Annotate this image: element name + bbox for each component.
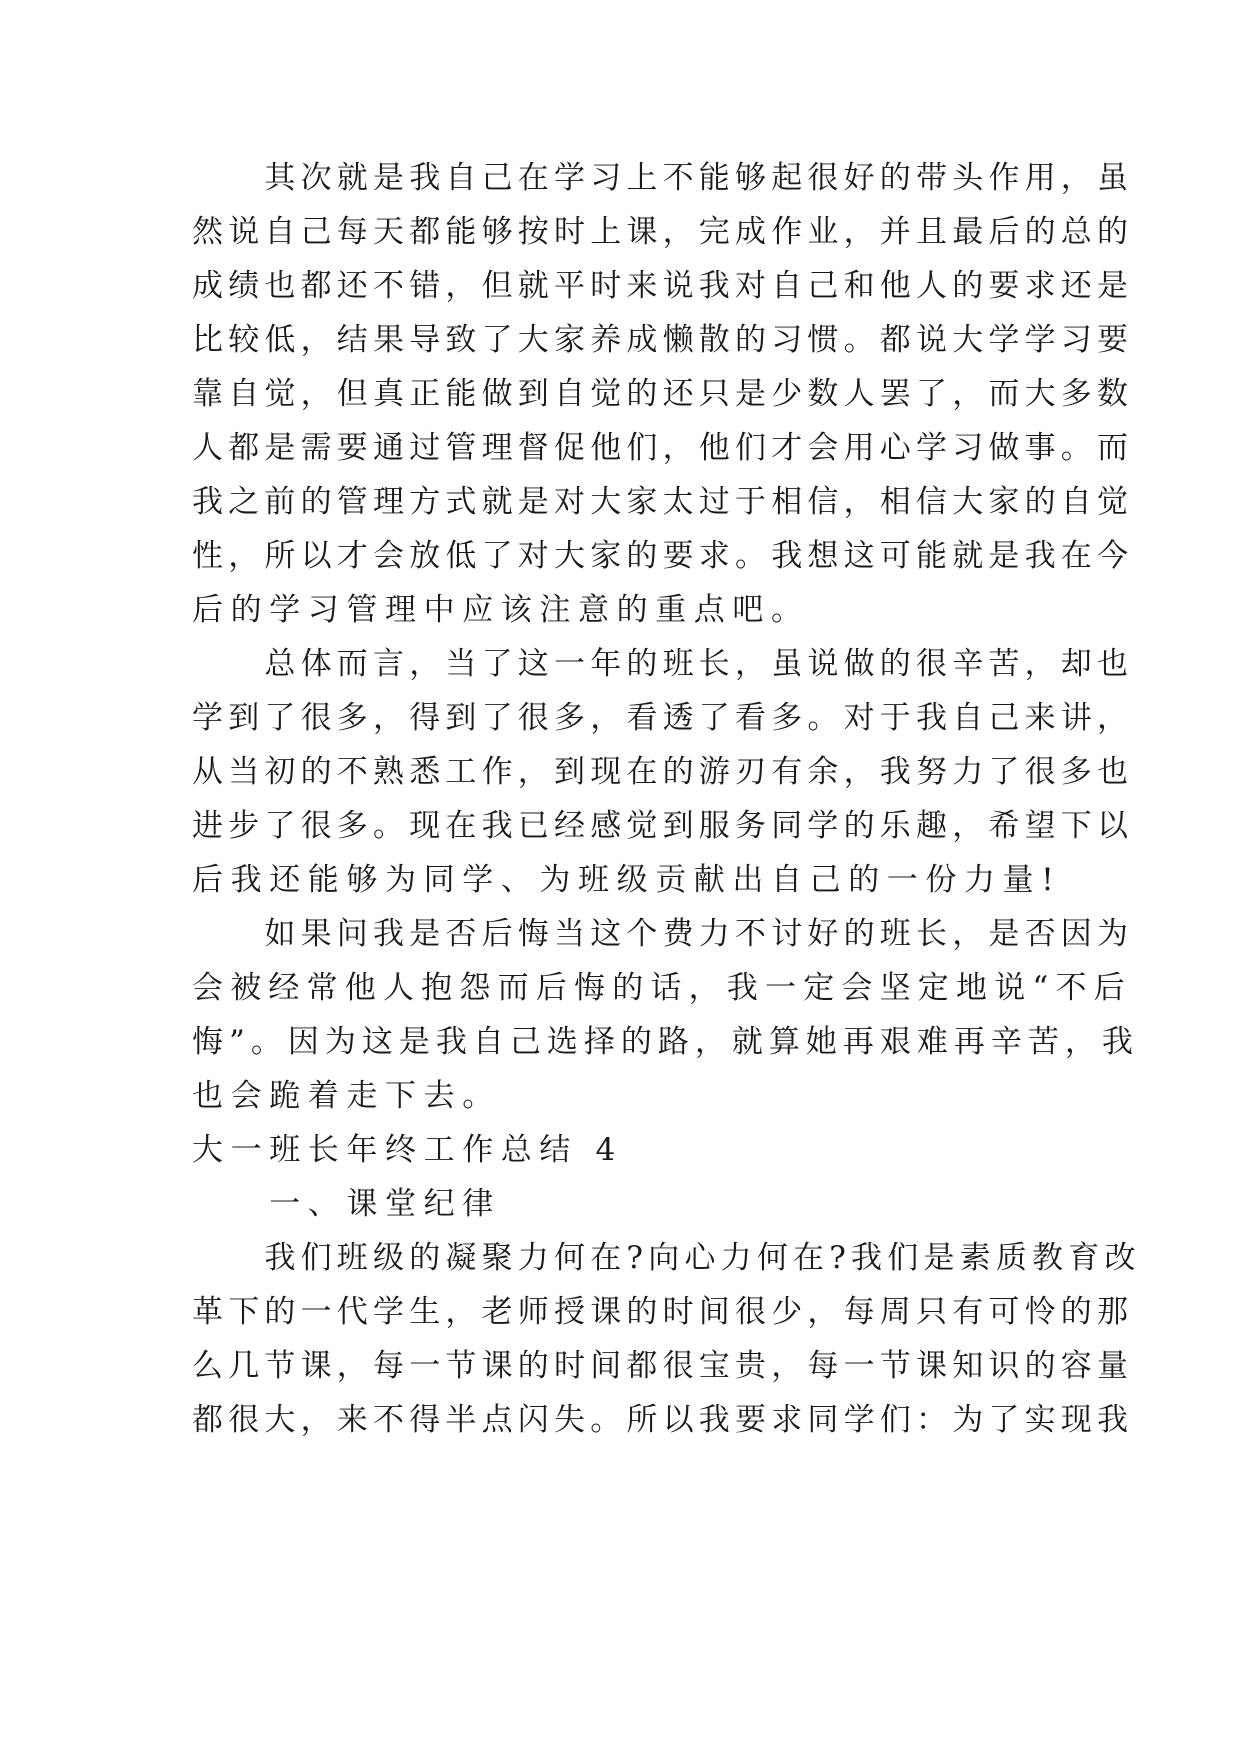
text-line: 后我还能够为同学、为班级贡献出自己的一份力量!: [192, 862, 1062, 898]
text-line: 么几节课，每一节课的时间都很宝贵，每一节课知识的容量: [192, 1348, 1134, 1384]
text-line: 会被经常他人抱怨而后悔的话，我一定会坚定地说“不后: [192, 970, 1132, 1006]
subsection-heading: 一、课堂纪律: [192, 1186, 501, 1222]
text-line: 成绩也都还不错，但就平时来说我对自己和他人的要求还是: [192, 268, 1134, 304]
text-line: 悔”。因为这是我自己选择的路，就算她再艰难再辛苦，我: [192, 1024, 1139, 1060]
text-line: 学到了很多，得到了很多，看透了看多。对于我自己来讲，: [192, 700, 1134, 736]
text-line: 其次就是我自己在学习上不能够起很好的带头作用，虽: [192, 160, 1134, 196]
text-line: 性，所以才会放低了对大家的要求。我想这可能就是我在今: [192, 538, 1134, 574]
text-line: 比较低，结果导致了大家养成懒散的习惯。都说大学学习要: [192, 322, 1134, 358]
text-line: 革下的一代学生，老师授课的时间很少，每周只有可怜的那: [192, 1294, 1134, 1330]
text-line: 然说自己每天都能够按时上课，完成作业，并且最后的总的: [192, 214, 1134, 250]
text-line: 也会跪着走下去。: [192, 1078, 501, 1114]
section-heading: 大一班长年终工作总结 4: [192, 1132, 623, 1168]
text-line: 我之前的管理方式就是对大家太过于相信，相信大家的自觉: [192, 484, 1134, 520]
text-line: 如果问我是否后悔当这个费力不讨好的班长，是否因为: [192, 916, 1134, 952]
text-line: 我们班级的凝聚力何在?向心力何在?我们是素质教育改: [192, 1240, 1141, 1276]
text-line: 从当初的不熟悉工作，到现在的游刃有余，我努力了很多也: [192, 754, 1134, 790]
text-line: 靠自觉，但真正能做到自觉的还只是少数人罢了，而大多数: [192, 376, 1134, 412]
text-line: 人都是需要通过管理督促他们，他们才会用心学习做事。而: [192, 430, 1134, 466]
text-line: 进步了很多。现在我已经感觉到服务同学的乐趣，希望下以: [192, 808, 1134, 844]
text-line: 后的学习管理中应该注意的重点吧。: [192, 592, 810, 628]
text-line: 都很大，来不得半点闪失。所以我要求同学们：为了实现我: [192, 1402, 1134, 1438]
text-line: 总体而言，当了这一年的班长，虽说做的很辛苦，却也: [192, 646, 1134, 682]
